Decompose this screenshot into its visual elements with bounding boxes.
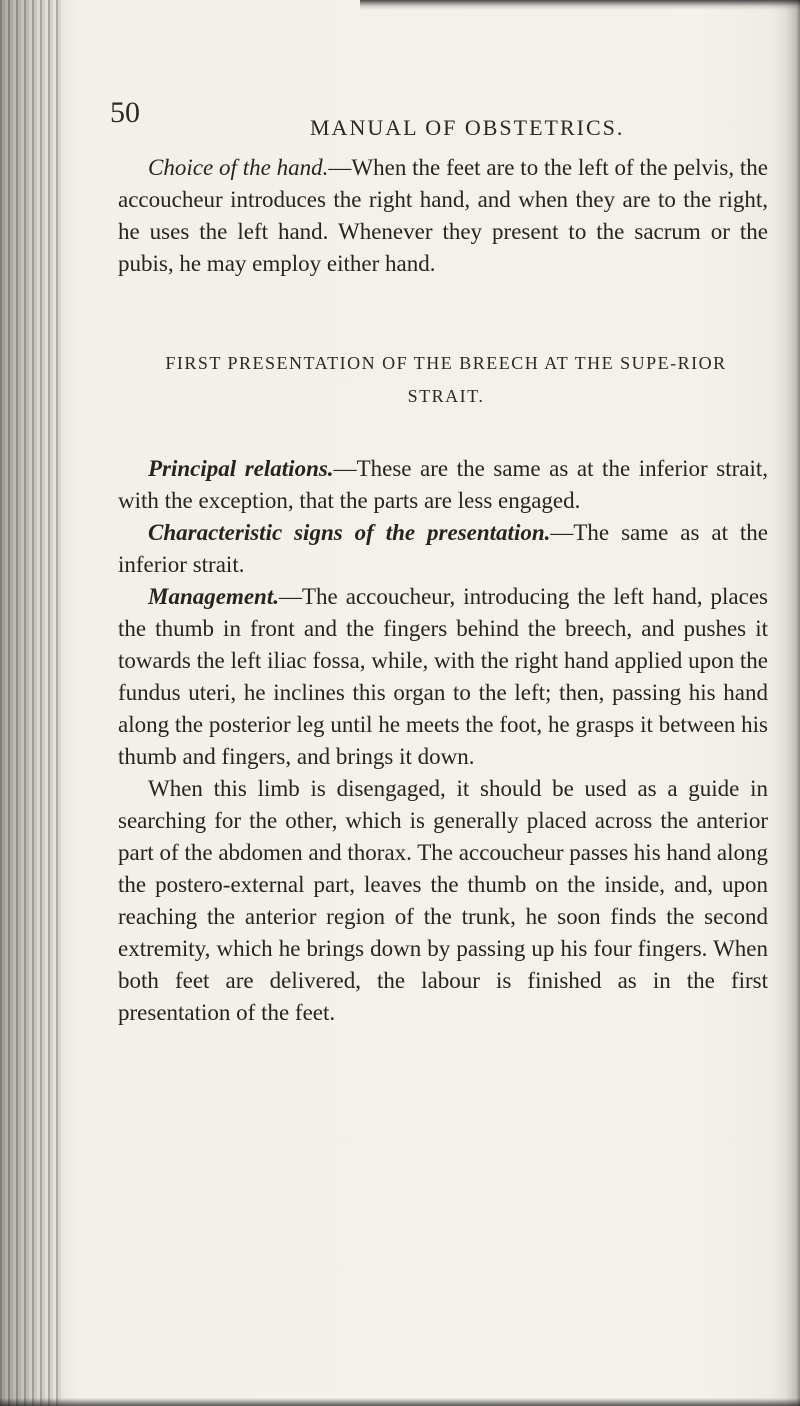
paragraph-body: When this limb is disengaged, it should be used as a guide in searching for the other, which is generally placed across the anterior part of the abdomen and thorax. The accoucheur passes his hand along the postero-external part, leaves the thumb on the inside, and, upon reaching the anterior region of the trunk, he soon finds the second extremity, which he brings down by passing up his four fingers. When both feet are delivered, the labour is finished as in the first presentation of the feet. [118, 776, 768, 1025]
paragraph-body: —When the feet are to the left of the pelvis, the accoucheur introduces the right hand, and when they are to the right, he uses the left hand. Whenever they present to the sacrum or the pubis, he may employ either hand. [118, 155, 769, 276]
paragraph-lead: Characteristic signs of the presentation. [148, 520, 551, 545]
paragraph-lead: Management. [148, 584, 279, 609]
paragraph-body: —The accoucheur, introducing the left hand, places the thumb in front and the fingers behind the breech, and pushes it towards the left iliac fossa, while, with the right hand applied upon the fundus uteri, he inclines this organ to the left; then, passing his hand along the posterior leg until he meets the foot, he grasps it between his thumb and fingers, and brings it down. [118, 584, 768, 769]
paragraph-body: —These are the same as at the inferior strait, with the exception, that the parts are less engaged. [118, 456, 768, 513]
paragraph-choice-of-hand [118, 152, 768, 280]
section-heading: FIRST PRESENTATION OF THE BREECH AT THE SUPE-RIOR STRAIT. [165, 353, 727, 406]
page-number: 50 [110, 96, 140, 129]
paragraph-management [118, 581, 768, 773]
paragraph-lead: Principal relations. [148, 456, 334, 481]
running-title: MANUAL OF OBSTETRICS. [310, 115, 625, 140]
paragraph-disengaged [118, 773, 768, 1029]
page-bottom-edge [0, 1398, 800, 1406]
page-top-edge [360, 0, 800, 10]
page-right-edge [772, 0, 800, 1406]
paragraph-relations [118, 453, 768, 517]
gutter-shadow [0, 0, 80, 1406]
paragraph-body: —The same as at the inferior strait. [118, 520, 768, 577]
main-text [118, 453, 768, 1029]
paragraph-lead: Choice of the hand. [148, 155, 329, 180]
paragraph-signs [118, 517, 768, 581]
